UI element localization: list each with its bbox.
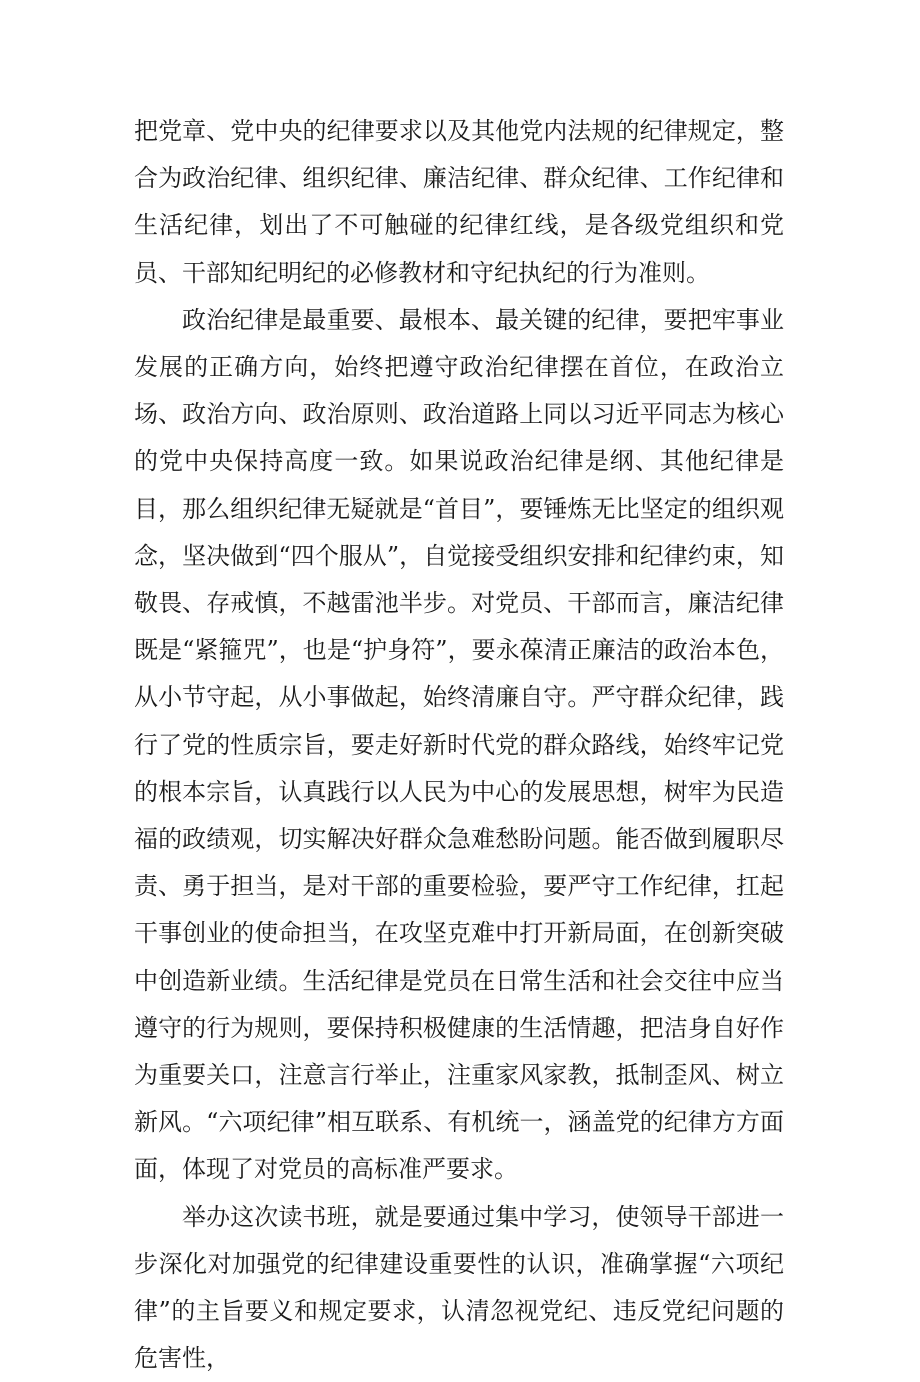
paragraph-reading-class: 举办这次读书班，就是要通过集中学习，使领导干部进一步深化对加强党的纪律建设重要性的认识，准确掌握“六项纪律”的主旨要义和规定要求，认清忽视党纪、违反党纪问题的危害性， [134,1202,784,1373]
document-body [134,108,784,1382]
paragraph-continuation: 把党章、党中央的纪律要求以及其他党内法规的纪律规定，整合为政治纪律、组织纪律、廉洁纪律、群众纪律、工作纪律和生活纪律，划出了不可触碰的纪律红线，是各级党组织和党员、干部知纪明纪的必修教材和守纪执纪的行为准则。 [134,117,784,287]
paragraph-discipline-overview: 政治纪律是最重要、最根本、最关键的纪律，要把牢事业发展的正确方向，始终把遵守政治纪律摆在首位，在政治立场、政治方向、政治原则、政治道路上同以习近平同志为核心的党中央保持高度一致。如果说政治纪律是纲、其他纪律是目，那么组织纪律无疑就是“首目”，要锤炼无比坚定的组织观念，坚决做到“四个服从”，自觉接受组织安排和纪律约束，知敬畏、存戒慎，不越雷池半步。对党员、干部而言，廉洁纪律既是“紧箍咒”，也是“护身符”，要永葆清正廉洁的政治本色，从小节守起，从小事做起，始终清廉自守。严守群众纪律，践行了党的性质宗旨，要走好新时代党的群众路线，始终牢记党的根本宗旨，认真践行以人民为中心的发展思想，树牢为民造福的政绩观，切实解决好群众急难愁盼问题。能否做到履职尽责、勇于担当，是对干部的重要检验，要严守工作纪律，扛起干事创业的使命担当，在攻坚克难中打开新局面，在创新突破中创造新业绩。生活纪律是党员在日常生活和社会交往中应当遵守的行为规则，要保持积极健康的生活情趣，把洁身自好作为重要关口，注意言行举止，注重家风家教，抵制歪风、树立新风。“六项纪律”相互联系、有机统一，涵盖党的纪律方方面面，体现了对党员的高标准严要求。 [134,305,784,1184]
